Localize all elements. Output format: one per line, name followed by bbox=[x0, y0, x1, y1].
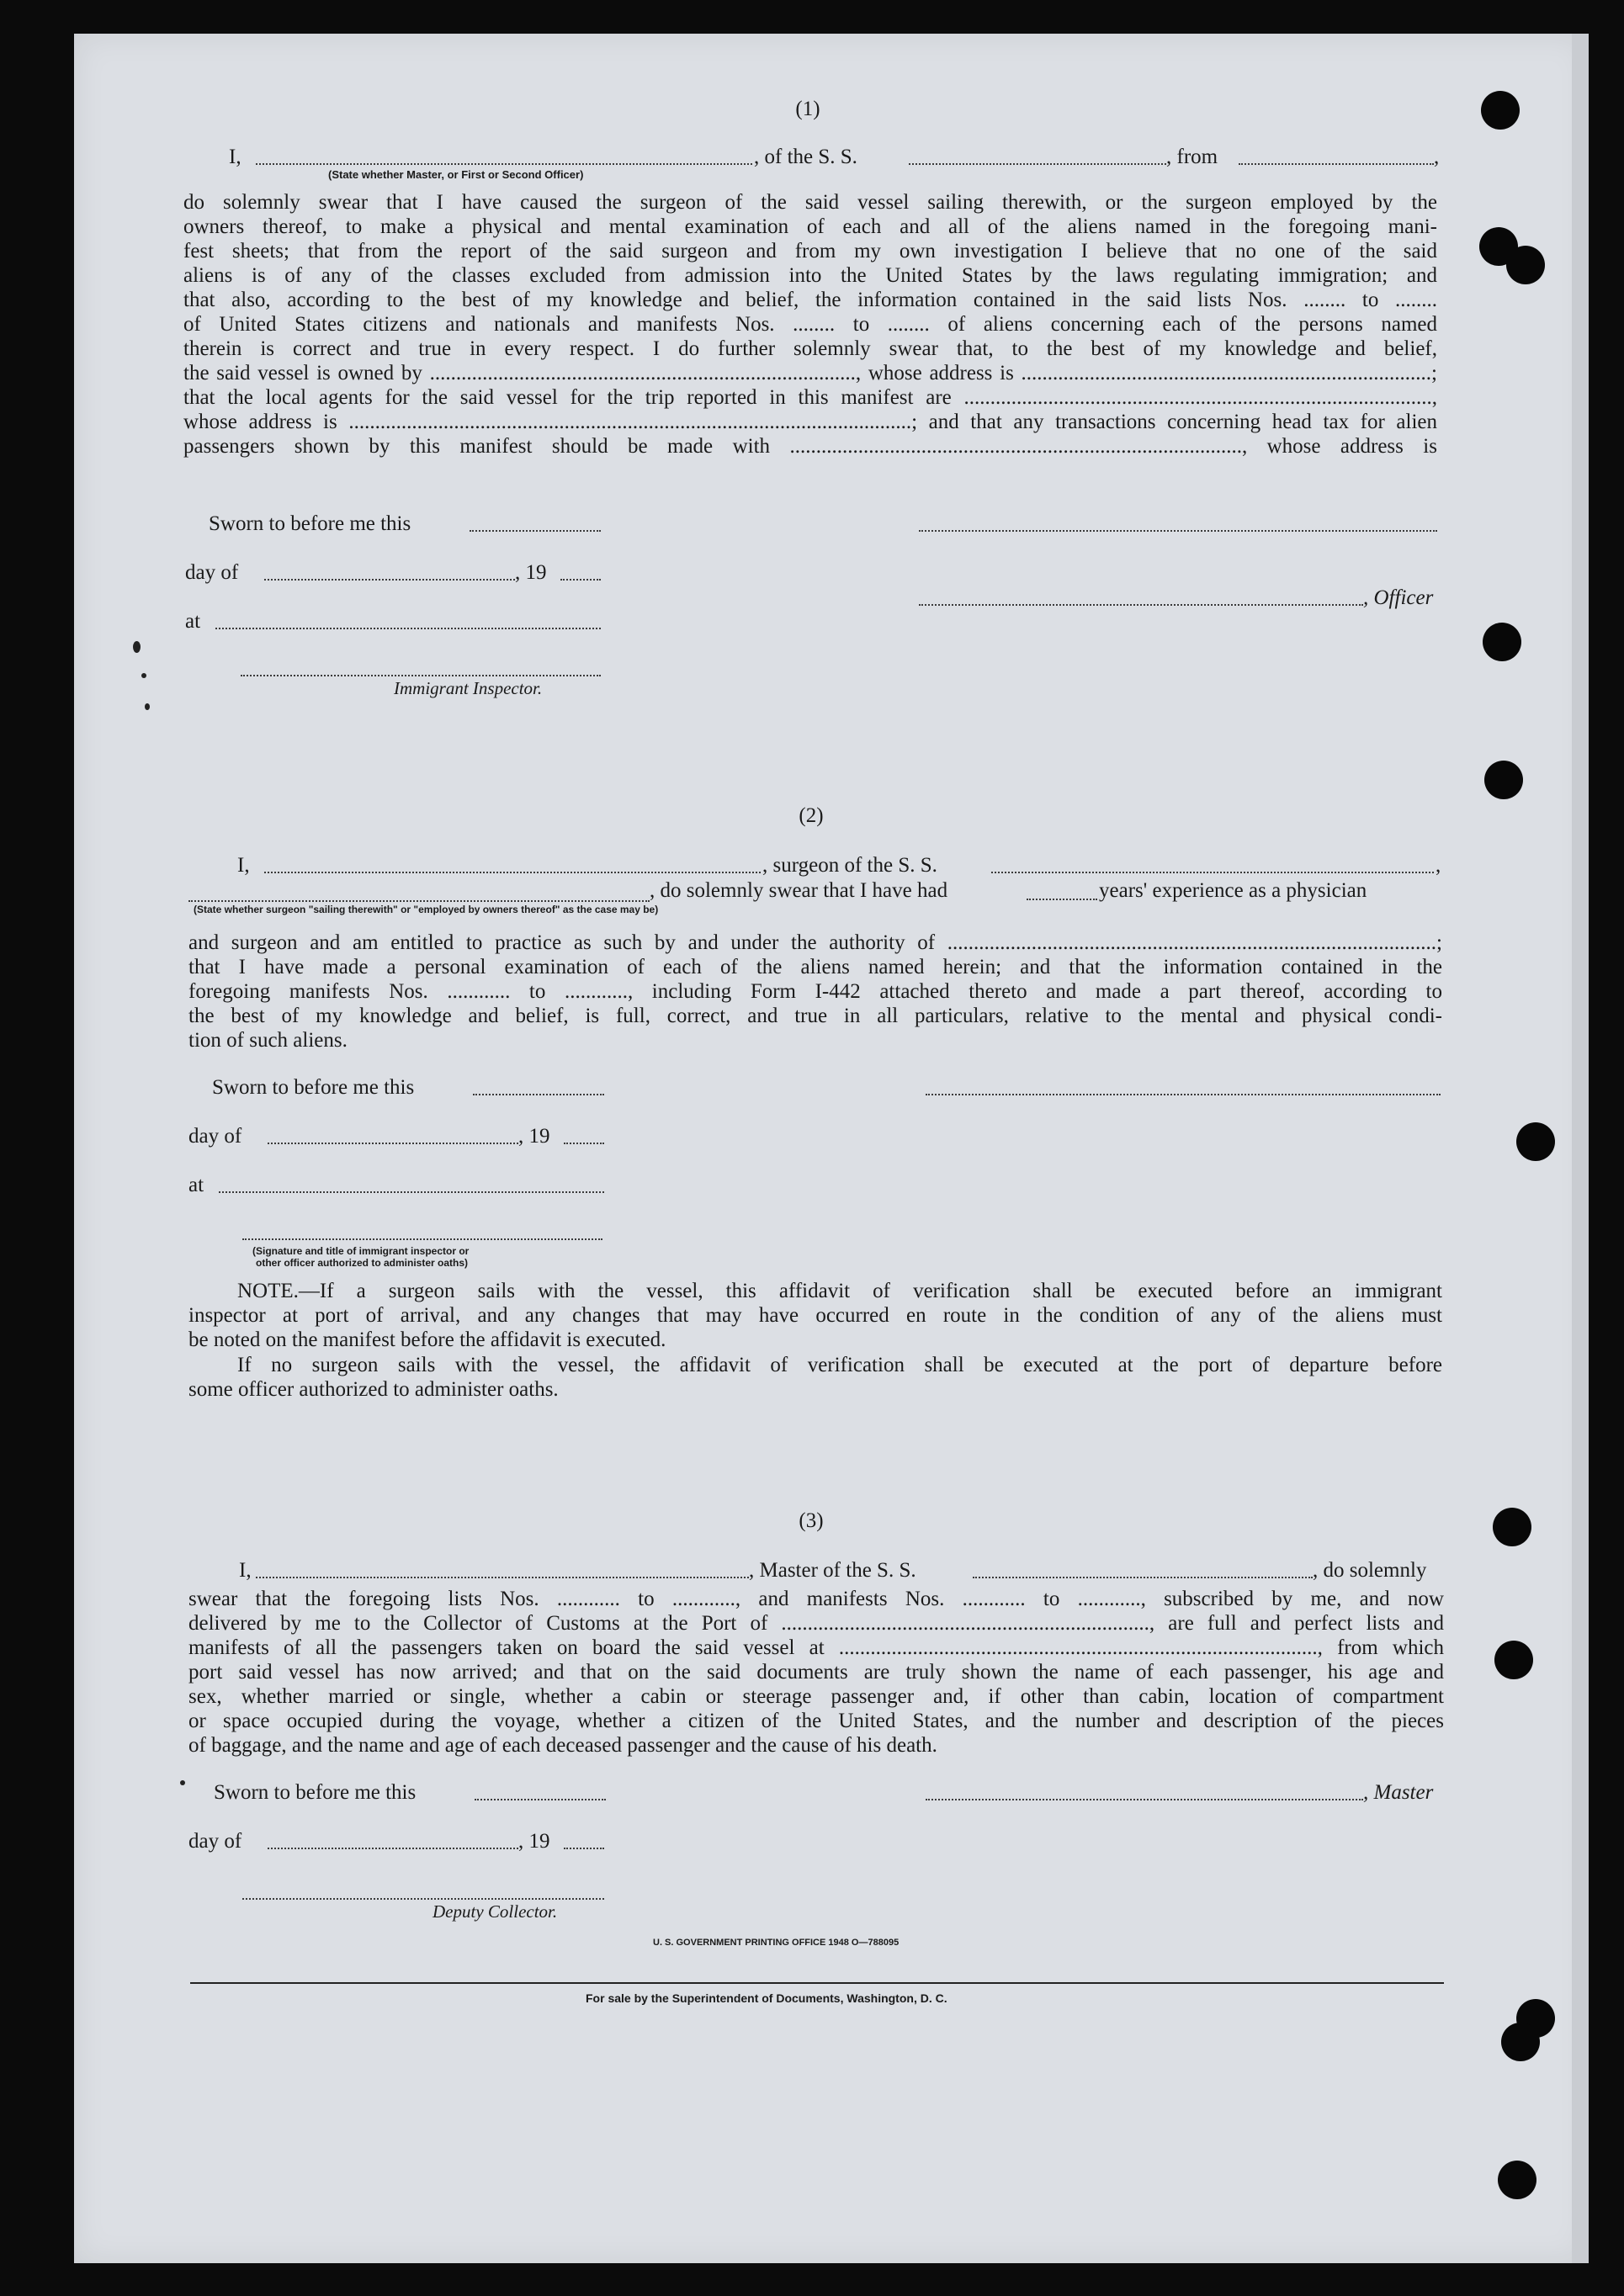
text-line: do solemnly swear that I have caused the surgeon of the said vessel sailing therewith, or the surgeon employed by the bbox=[183, 191, 1437, 214]
section-2-number: (2) bbox=[799, 804, 824, 827]
at-label: at bbox=[185, 610, 201, 633]
text: I, bbox=[239, 1559, 252, 1582]
text-line: aliens is of any of the classes excluded from admission into the United States by the laws regulating immigration; and bbox=[183, 264, 1437, 287]
day-of-label: day of bbox=[188, 1125, 242, 1148]
punch-hole bbox=[1481, 91, 1520, 130]
text-line: therein is correct and true in every respect. I do further solemnly swear that, to the best of my knowledge and belief, bbox=[183, 337, 1437, 360]
departure-port-field[interactable] bbox=[1239, 163, 1434, 165]
text: years' experience as a physician bbox=[1099, 879, 1367, 902]
day-of-field[interactable] bbox=[268, 1143, 518, 1144]
text-line: and surgeon and am entitled to practice as such by and under the authority of .............................................................................................; bbox=[188, 931, 1442, 954]
punch-hole bbox=[1501, 2023, 1540, 2061]
rank-field[interactable] bbox=[256, 163, 752, 165]
text-line: delivered by me to the Collector of Customs at the Port of ......................................................................, are full and perfect lists and bbox=[188, 1612, 1444, 1635]
punch-hole bbox=[1498, 2161, 1536, 2199]
surgeon-name-field[interactable] bbox=[264, 872, 761, 873]
year-label: , 19 bbox=[518, 1830, 550, 1853]
master-label: , Master bbox=[1363, 1781, 1434, 1804]
master-signature-line[interactable] bbox=[926, 1799, 1363, 1800]
officer-title-line[interactable] bbox=[919, 604, 1363, 606]
year-field[interactable] bbox=[564, 1143, 604, 1144]
oath-3-last-line: of baggage, and the name and age of each deceased passenger and the cause of his death. bbox=[188, 1734, 937, 1757]
text bbox=[650, 878, 947, 903]
text-line: the said vessel is owned by ................................................................................., whose address is ..............................................................................; bbox=[183, 362, 1437, 384]
sworn-date-field[interactable] bbox=[473, 1094, 604, 1095]
year-field[interactable] bbox=[560, 579, 601, 581]
year-label: , 19 bbox=[515, 561, 547, 584]
at-label: at bbox=[188, 1174, 204, 1196]
day-of-label: day of bbox=[185, 561, 239, 584]
vessel-name-field[interactable] bbox=[909, 163, 1166, 165]
text: , bbox=[1436, 854, 1441, 877]
sworn-date-field[interactable] bbox=[475, 1799, 606, 1800]
note-last-line: be noted on the manifest before the affidavit is executed. bbox=[188, 1328, 666, 1351]
page-edge bbox=[1572, 34, 1589, 2263]
text-line: inspector at port of arrival, and any changes that may have occurred en route in the condition of any of the aliens must bbox=[188, 1304, 1442, 1327]
surgeon-signature-line[interactable] bbox=[926, 1094, 1441, 1095]
sworn-date-field[interactable] bbox=[470, 530, 601, 532]
text-line: swear that the foregoing lists Nos. ............ to ............, and manifests Nos. ............ to ............, subscribed by me, and now bbox=[188, 1588, 1444, 1610]
rank-caption: (State whether Master, or First or Second Officer) bbox=[328, 168, 584, 181]
ink-speck bbox=[141, 673, 146, 678]
officer-label: , Officer bbox=[1363, 586, 1434, 609]
text: , from bbox=[1166, 146, 1218, 168]
oath-1-line-1 bbox=[229, 145, 241, 169]
surgeon-capacity-caption: (State whether surgeon "sailing therewith" or "employed by owners thereof" as the case may be) bbox=[194, 904, 659, 915]
deputy-signature-line[interactable] bbox=[242, 1898, 604, 1900]
footer-rule bbox=[190, 1982, 1444, 1984]
officer-signature-line[interactable] bbox=[919, 530, 1437, 532]
master-name-field[interactable] bbox=[256, 1577, 749, 1578]
text-line: port said vessel has now arrived; and that on the said documents are truly shown the name of each passenger, his age and bbox=[188, 1661, 1444, 1684]
punch-hole bbox=[1484, 761, 1523, 799]
text: , Master of the S. S. bbox=[749, 1559, 916, 1582]
text-line: foregoing manifests Nos. ............ to ............, including Form I-442 attached thereto and made a part thereof, according to bbox=[188, 980, 1442, 1003]
punch-hole bbox=[1493, 1508, 1531, 1546]
text: , surgeon of the S. S. bbox=[762, 854, 937, 877]
place-field[interactable] bbox=[215, 628, 601, 629]
section-1-number: (1) bbox=[795, 98, 820, 120]
day-of-field[interactable] bbox=[264, 579, 515, 581]
punch-hole bbox=[1516, 1122, 1555, 1161]
text-line: fest sheets; that from the report of the said surgeon and from my own investigation I believe that no one of the said bbox=[183, 240, 1437, 262]
day-of-label: day of bbox=[188, 1830, 242, 1853]
text-line: of United States citizens and nationals and manifests Nos. ........ to ........ of aliens concerning each of the persons named bbox=[183, 313, 1437, 336]
sworn-label: Sworn to before me this bbox=[214, 1781, 417, 1804]
text-line: sex, whether married or single, whether a cabin or steerage passenger and, if other than cabin, location of compartment bbox=[188, 1685, 1444, 1708]
section-3-number: (3) bbox=[799, 1509, 824, 1532]
year-label: , 19 bbox=[518, 1125, 550, 1148]
punch-hole bbox=[1494, 1641, 1533, 1679]
place-field[interactable] bbox=[219, 1191, 604, 1193]
surgeon-vessel-field[interactable] bbox=[991, 872, 1434, 873]
ink-speck bbox=[145, 703, 150, 710]
note-2-last-line: some officer authorized to administer oaths. bbox=[188, 1378, 559, 1401]
signature-caption: other officer authorized to administer oaths) bbox=[256, 1257, 469, 1269]
day-of-field[interactable] bbox=[268, 1848, 518, 1849]
printing-office-imprint: U. S. GOVERNMENT PRINTING OFFICE 1948 O—788095 bbox=[653, 1938, 900, 1948]
text-line: that also, according to the best of my knowledge and belief, the information contained in the said lists Nos. ........ to ........ bbox=[183, 289, 1437, 311]
text-line: the best of my knowledge and belief, is full, correct, and true in all particulars, relative to the mental and physical condi- bbox=[188, 1005, 1442, 1027]
sworn-label: Sworn to before me this bbox=[209, 512, 411, 535]
years-experience-field[interactable] bbox=[1027, 899, 1097, 900]
text-line: that I have made a personal examination of each of the aliens named herein; and that the information contained in the bbox=[188, 956, 1442, 978]
ink-speck bbox=[180, 1780, 185, 1785]
note-2: If no surgeon sails with the vessel, the affidavit of verification shall be executed at the port of departure before bbox=[237, 1354, 1442, 1376]
immigrant-inspector-label: Immigrant Inspector. bbox=[394, 678, 543, 698]
text-line: passengers shown by this manifest should be made with ......................................................................................, whose address is bbox=[183, 435, 1437, 458]
sale-notice: For sale by the Superintendent of Documents, Washington, D. C. bbox=[586, 1991, 947, 2005]
inspector-signature-line[interactable] bbox=[241, 675, 601, 676]
text: I, bbox=[229, 146, 241, 168]
signature-caption: (Signature and title of immigrant inspector or bbox=[252, 1245, 470, 1257]
text: , do solemnly swear that I have had bbox=[650, 879, 948, 902]
deputy-collector-label: Deputy Collector. bbox=[433, 1901, 558, 1922]
punch-hole bbox=[1506, 246, 1545, 284]
text-line: whose address is ...........................................................................................................; and that any transactions concerning head tax for alien bbox=[183, 411, 1437, 433]
text: , bbox=[1434, 146, 1440, 168]
text-line: that the local agents for the said vessel for the trip reported in this manifest are ........................................................................................., bbox=[183, 386, 1437, 409]
year-field[interactable] bbox=[564, 1848, 604, 1849]
text-line: or space occupied during the voyage, whether a citizen of the United States, and the number and description of the pieces bbox=[188, 1710, 1444, 1732]
inspector-signature-line[interactable] bbox=[242, 1238, 602, 1240]
text: I, bbox=[237, 854, 250, 877]
text-line: NOTE.—If a surgeon sails with the vessel, this affidavit of verification shall be executed before an immigrant bbox=[237, 1280, 1442, 1302]
master-vessel-field[interactable] bbox=[973, 1577, 1313, 1578]
sworn-label: Sworn to before me this bbox=[212, 1076, 415, 1099]
text-line: manifests of all the passengers taken on board the said vessel at ..........................................................................................., from which bbox=[188, 1636, 1444, 1659]
surgeon-capacity-field[interactable] bbox=[188, 900, 650, 902]
oath-2-last-line: tion of such aliens. bbox=[188, 1029, 348, 1052]
punch-hole bbox=[1483, 623, 1521, 661]
text: , do solemnly bbox=[1313, 1559, 1427, 1582]
text-line: owners thereof, to make a physical and mental examination of each and all of the aliens named in the foregoing mani- bbox=[183, 215, 1437, 238]
text: , of the S. S. bbox=[754, 146, 857, 168]
ink-speck bbox=[133, 641, 141, 653]
